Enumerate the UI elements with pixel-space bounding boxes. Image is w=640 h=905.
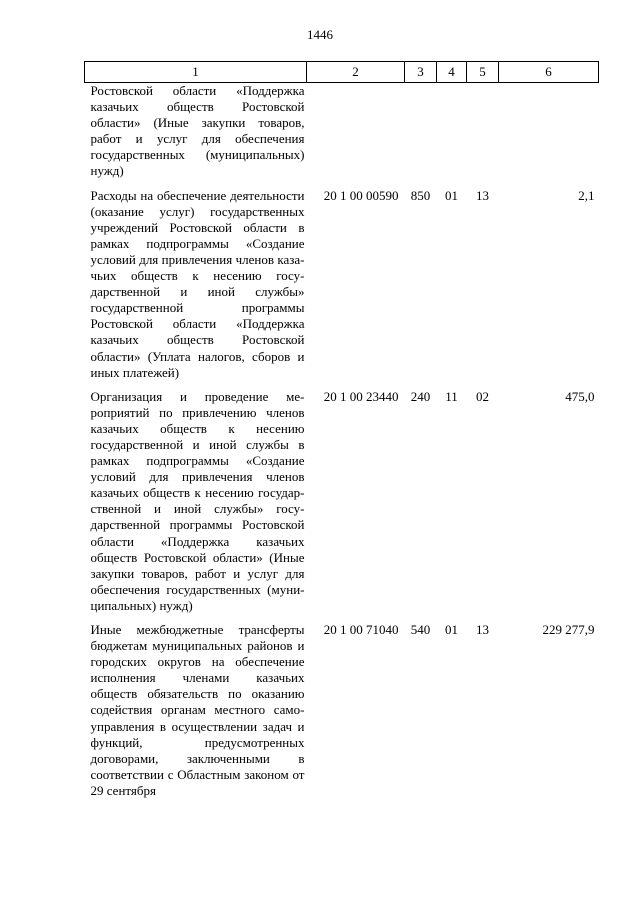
table-row [85, 622, 599, 807]
row-target-code: 20 1 00 71040 [323, 622, 399, 637]
row-subsection: 13 [476, 622, 489, 637]
row-section [437, 83, 467, 188]
row-target-code: 20 1 00 23440 [323, 388, 399, 404]
row-amount: 475,0 [565, 388, 595, 404]
column-header-1: 1 [85, 62, 307, 83]
table-row [85, 389, 599, 622]
row-expense-type: 240 [410, 388, 431, 404]
column-header-3: 3 [405, 62, 437, 83]
row-subsection: 13 [476, 187, 489, 203]
row-target-code [307, 83, 405, 188]
row-expense-type: 850 [410, 187, 431, 203]
column-header-4: 4 [437, 62, 467, 83]
row-expense-type [405, 83, 437, 188]
row-section: 01 [445, 187, 458, 203]
row-amount: 2,1 [578, 187, 595, 203]
row-subsection: 02 [476, 388, 489, 404]
row-subsection [467, 83, 499, 188]
table-row [85, 83, 599, 188]
row-amount [499, 83, 599, 188]
row-name: Иные межбюджетные трансферты бюджетам муниципальных районов и городских округов на обеспечение исполнения членами казачьих обществ обязательств по оказанию содействия органам местного самоуправления в осуществлении задач и функций, предусмотренных договорами, заключенными в соответствии с Областным законом от 29 сентября [90, 622, 305, 798]
row-amount: 229 277,9 [542, 622, 595, 637]
row-section: 01 [445, 622, 458, 637]
column-header-6: 6 [499, 62, 599, 83]
budget-table [84, 61, 599, 807]
table-row [85, 188, 599, 389]
row-name: Расходы на обеспечение деятельности (оказание услуг) государственных учреждений Ростовской области в рамках подпрограммы «Создание условий для привлечения членов казачьих обществ к несению государственной и иной службы» государственной программы Ростовской области «Поддержка казачьих обществ Ростовской области» (Уплата налогов, сборов и иных платежей) [90, 187, 305, 380]
table-header-row [85, 62, 599, 83]
column-header-5: 5 [467, 62, 499, 83]
row-name: Ростовской области «Поддержка казачьих обществ Ростовской области» (Иные закупки товаров, работ и услуг для обеспечения государственных (муниципальных) нужд) [90, 83, 305, 179]
row-name: Организация и проведение мероприятий по привлечению членов казачьих обществ к несению государственной и иной службы в рамках подпрограммы «Создание условий для привлечения членов казачьих обществ к несению государственной и иной службы» государственной программы Ростовской области «Поддержка казачьих обществ Ростовской области» (Иные закупки товаров, работ и услуг для обеспечения государственных (муниципальных) нужд) [90, 388, 305, 613]
row-section: 11 [445, 388, 458, 404]
row-expense-type: 540 [410, 622, 431, 637]
column-header-2: 2 [307, 62, 405, 83]
page-number: 1446 [307, 27, 333, 42]
row-target-code: 20 1 00 00590 [323, 187, 399, 203]
